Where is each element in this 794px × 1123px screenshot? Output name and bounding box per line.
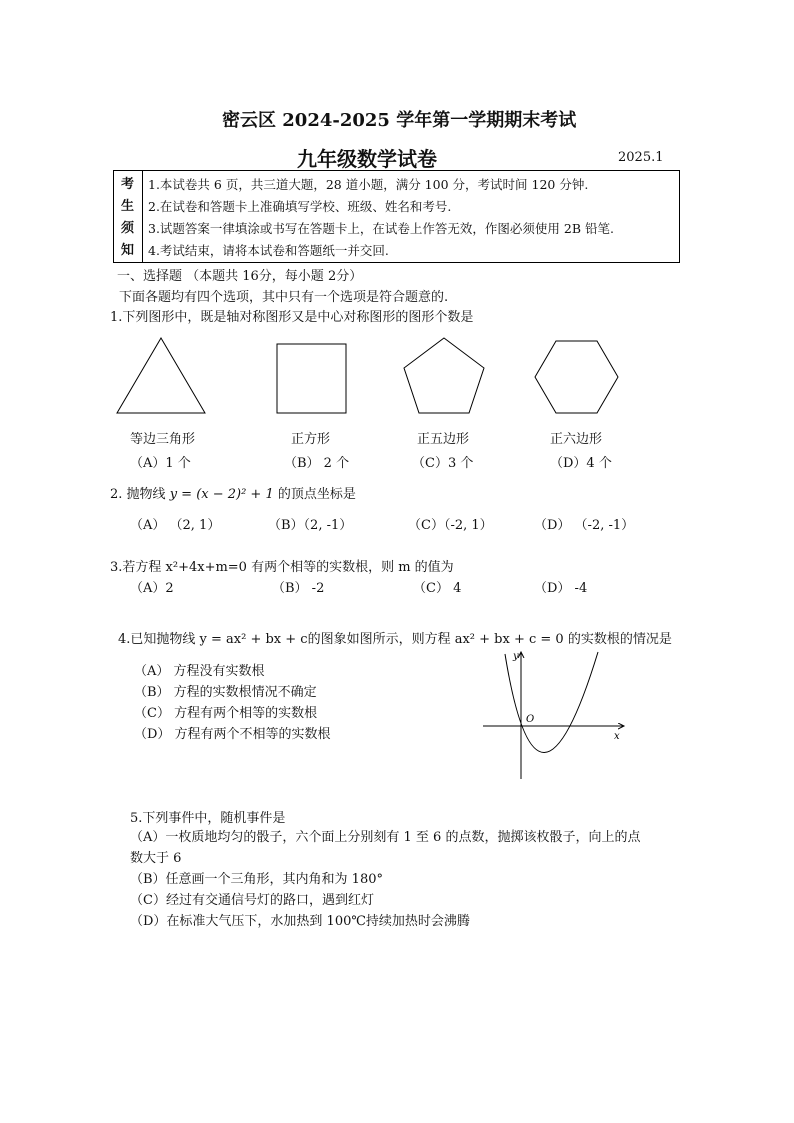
section-instruction: 下面各题均有四个选项，其中只有一个选项是符合题意的. <box>119 290 449 305</box>
q1-option-c: （C）3 个 <box>412 456 474 471</box>
square-shape <box>277 344 346 413</box>
notice-label-char: 知 <box>121 243 135 258</box>
notice-label-char: 考 <box>121 177 135 192</box>
notice-label-column <box>114 171 143 262</box>
section-heading: 一、选择题 （本题共 16分，每小题 2分） <box>117 269 363 284</box>
question-3-stem: 3.若方程 x²+4x+m=0 有两个相等的实数根，则 m 的值为 <box>110 560 454 575</box>
shape-label-triangle: 等边三角形 <box>130 432 196 447</box>
q2-stem-suffix: 的顶点坐标是 <box>277 487 356 502</box>
q1-option-a: （A）1 个 <box>130 456 191 471</box>
question-1-stem: 1.下列图形中，既是轴对称图形又是中心对称图形的图形个数是 <box>110 310 474 325</box>
notice-item: 1.本试卷共 6 页，共三道大题，28 道小题，满分 100 分，考试时间 120 分钟. <box>148 177 589 192</box>
q3-option-b: （B） -2 <box>272 581 325 596</box>
q1-option-b: （B） 2 个 <box>284 456 350 471</box>
equilateral-triangle-shape <box>117 338 205 413</box>
q4-option-d: （D） 方程有两个不相等的实数根 <box>134 727 331 742</box>
q4-option-a: （A） 方程没有实数根 <box>134 664 265 679</box>
exam-date: 2025.1 <box>618 150 664 165</box>
regular-pentagon-shape <box>404 338 484 413</box>
exam-title: 密云区 2024-2025 学年第一学期期末考试 <box>222 110 577 131</box>
q5-option-a-continued: 数大于 6 <box>130 851 182 866</box>
shape-label-pentagon: 正五边形 <box>417 432 470 447</box>
notice-box <box>113 170 680 263</box>
q4-option-b: （B） 方程的实数根情况不确定 <box>134 685 317 700</box>
q3-option-c: （C） 4 <box>413 581 462 596</box>
parabola-curve <box>505 652 598 753</box>
notice-item: 2.在试卷和答题卡上准确填写学校、班级、姓名和考号. <box>148 199 452 214</box>
q2-option-d: （D） （-2, -1） <box>534 518 635 533</box>
notice-item: 4.考试结束，请将本试卷和答题纸一并交回. <box>148 243 389 258</box>
shape-label-square: 正方形 <box>291 432 331 447</box>
question-4-stem: 4.已知抛物线 y = ax² + bx + c的图象如图所示，则方程 ax² + bx + c = 0 的实数根的情况是 <box>118 632 672 647</box>
page-title: 九年级数学试卷 <box>297 147 437 171</box>
regular-hexagon-shape <box>535 341 618 413</box>
y-axis-label: y <box>513 651 519 662</box>
q1-option-d: （D）4 个 <box>550 456 612 471</box>
q3-option-a: （A）2 <box>130 581 174 596</box>
q4-parabola-graph <box>478 646 634 786</box>
q2-option-b: （B）（2, -1） <box>268 518 353 533</box>
q1-shapes-figure <box>110 332 630 422</box>
origin-label: O <box>526 714 535 725</box>
question-2-stem <box>110 483 356 502</box>
question-5-stem: 5.下列事件中，随机事件是 <box>130 811 286 826</box>
q2-option-c: （C）（-2, 1） <box>408 518 493 533</box>
q5-option-c: （C）经过有交通信号灯的路口，遇到红灯 <box>130 893 374 908</box>
shape-label-hexagon: 正六边形 <box>550 432 603 447</box>
q5-option-d: （D）在标准大气压下，水加热到 100℃持续加热时会沸腾 <box>130 914 470 929</box>
notice-item: 3.试题答案一律填涂或书写在答题卡上，在试卷上作答无效，作图必须使用 2B 铅笔. <box>148 221 614 236</box>
q5-option-a: （A）一枚质地均匀的骰子，六个面上分别刻有 1 至 6 的点数，抛掷该枚骰子，向上的点 <box>130 830 641 845</box>
q5-option-b: （B）任意画一个三角形，其内角和为 180° <box>130 872 383 887</box>
q2-option-a: （A） （2, 1） <box>130 518 221 533</box>
q4-option-c: （C） 方程有两个相等的实数根 <box>134 706 318 721</box>
q2-formula: y = (x − 2)² + 1 <box>169 487 274 502</box>
x-axis-label: x <box>614 731 620 742</box>
q2-stem-prefix: 2. 抛物线 <box>110 487 166 502</box>
notice-label-char: 须 <box>121 221 135 236</box>
q3-option-d: （D） -4 <box>534 581 588 596</box>
notice-label-char: 生 <box>121 199 135 214</box>
